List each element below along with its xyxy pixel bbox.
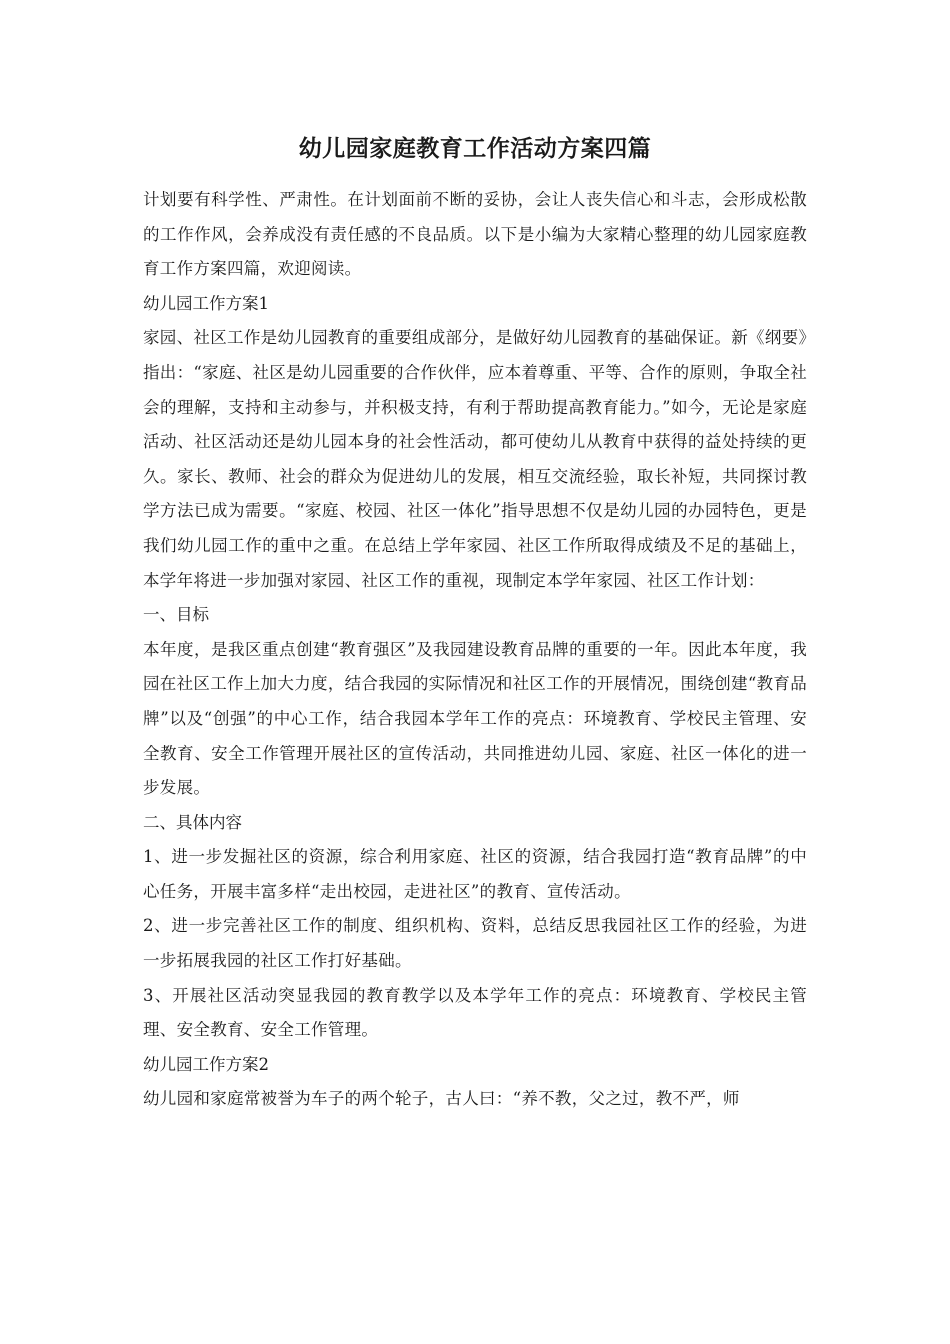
content-item-2: 2、进一步完善社区工作的制度、组织机构、资料，总结反思我园社区工作的经验，为进一步拓展我园的社区工作打好基础。 (143, 916, 807, 971)
content-item-1: 1、进一步发掘社区的资源，综合利用家庭、社区的资源，结合我园打造“教育品牌”的中心任务，开展丰富多样“走出校园，走进社区”的教育、宣传活动。 (143, 847, 807, 901)
goal-paragraph: 本年度，是我区重点创建“教育强区”及我园建设教育品牌的重要的一年。因此本年度，我园在社区工作上加大力度，结合我园的实际情况和社区工作的开展情况，围绕创建“教育品牌”以及“创强”的中心工作，结合我园本学年工作的亮点：环境教育、学校民主管理、安全教育、安全工作管理开展社区的宣传活动，共同推进幼儿园、家庭、社区一体化的进一步发展。 (143, 639, 807, 798)
content-item-3: 3、开展社区活动突显我园的教育教学以及本学年工作的亮点：环境教育、学校民主管理、安全教育、安全工作管理。 (143, 985, 807, 1040)
document-body (143, 183, 807, 1117)
section-heading-plan-2: 幼儿园工作方案2 (143, 1054, 269, 1074)
intro-paragraph: 计划要有科学性、严肃性。在计划面前不断的妥协，会让人丧失信心和斗志，会形成松散的工作作风，会养成没有责任感的不良品质。以下是小编为大家精心整理的幼儿园家庭教育工作方案四篇，欢迎阅读。 (143, 190, 807, 279)
document-title: 幼儿园家庭教育工作活动方案四篇 (298, 135, 652, 162)
section-heading-plan-1: 幼儿园工作方案1 (143, 293, 269, 313)
section-heading-content: 二、具体内容 (143, 812, 242, 832)
plan-2-paragraph: 幼儿园和家庭常被誉为车子的两个轮子，古人曰：“养不教，父之过，教不严，师 (143, 1089, 740, 1109)
plan-1-paragraph: 家园、社区工作是幼儿园教育的重要组成部分，是做好幼儿园教育的基础保证。新《纲要》指出：“家庭、社区是幼儿园重要的合作伙伴，应本着尊重、平等、合作的原则，争取全社会的理解，支持和主动参与，并积极支持，有利于帮助提高教育能力。”如今，无论是家庭活动、社区活动还是幼儿园本身的社会性活动，都可使幼儿从教育中获得的益处持续的更久。家长、教师、社会的群众为促进幼儿的发展，相互交流经验，取长补短，共同探讨教学方法已成为需要。“家庭、校园、社区一体化”指导思想不仅是幼儿园的办园特色，更是我们幼儿园工作的重中之重。在总结上学年家园、社区工作所取得成绩及不足的基础上，本学年将进一步加强对家园、社区工作的重视，现制定本学年家园、社区工作计划： (143, 328, 807, 590)
section-heading-goal: 一、目标 (143, 605, 209, 625)
